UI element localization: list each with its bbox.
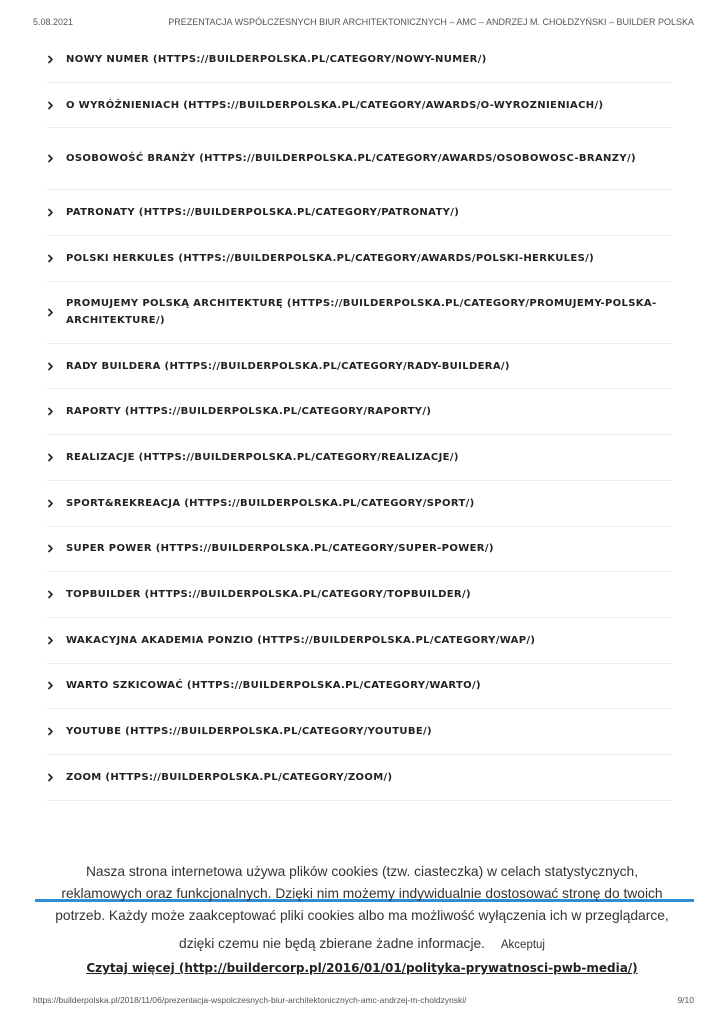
category-link[interactable]: SPORT&REKREACJA (HTTPS://BUILDERPOLSKA.PL/CATEGORY/SPORT/) — [66, 497, 475, 509]
chevron-right-icon — [47, 208, 66, 217]
category-link[interactable]: NOWY NUMER (HTTPS://BUILDERPOLSKA.PL/CATEGORY/NOWY-NUMER/) — [66, 53, 487, 65]
list-item — [47, 755, 672, 801]
chevron-right-icon — [47, 544, 66, 553]
cookie-text-line: Nasza strona internetowa używa plików cookies (tzw. ciasteczka) w celach statystycznych, — [85, 864, 639, 879]
cookie-text-line: dzięki czemu nie będą zbierane żadne informacje. — [179, 936, 486, 951]
chevron-right-icon — [47, 727, 66, 736]
category-list — [47, 37, 672, 801]
category-link[interactable]: RAPORTY (HTTPS://BUILDERPOLSKA.PL/CATEGORY/RAPORTY/) — [66, 406, 432, 418]
category-link[interactable]: REALIZACJE (HTTPS://BUILDERPOLSKA.PL/CATEGORY/REALIZACJE/) — [66, 451, 459, 463]
list-item — [47, 389, 672, 435]
category-link[interactable]: SUPER POWER (HTTPS://BUILDERPOLSKA.PL/CATEGORY/SUPER-POWER/) — [66, 543, 494, 555]
category-link[interactable]: O WYRÓŻNIENIACH (HTTPS://BUILDERPOLSKA.PL/CATEGORY/AWARDS/O-WYROZNIENIACH/) — [66, 99, 604, 111]
chevron-right-icon — [47, 773, 66, 782]
category-link[interactable]: ZOOM (HTTPS://BUILDERPOLSKA.PL/CATEGORY/ZOOM/) — [66, 771, 393, 783]
list-item — [47, 435, 672, 481]
list-item — [47, 709, 672, 755]
chevron-right-icon — [47, 101, 66, 110]
list-item — [47, 282, 672, 344]
category-link[interactable]: PROMUJEMY POLSKĄ ARCHITEKTURĘ (HTTPS://BUILDERPOLSKA.PL/CATEGORY/PROMUJEMY-POLSKA-ARCHITEKTURE/) — [66, 298, 657, 327]
category-link[interactable]: PATRONATY (HTTPS://BUILDERPOLSKA.PL/CATEGORY/PATRONATY/) — [66, 207, 460, 219]
chevron-right-icon — [47, 636, 66, 645]
list-item — [47, 190, 672, 236]
chevron-right-icon — [47, 254, 66, 263]
category-link[interactable]: YOUTUBE (HTTPS://BUILDERPOLSKA.PL/CATEGORY/YOUTUBE/) — [66, 726, 432, 738]
chevron-right-icon — [47, 453, 66, 462]
chevron-right-icon — [47, 154, 66, 163]
list-item — [47, 236, 672, 282]
list-item — [47, 527, 672, 573]
print-header — [33, 17, 694, 27]
chevron-right-icon — [47, 55, 66, 64]
cookie-text-line-with-accept — [40, 933, 684, 956]
chevron-right-icon — [47, 499, 66, 508]
list-item — [47, 83, 672, 129]
list-item — [47, 344, 672, 390]
list-item — [47, 128, 672, 190]
chevron-right-icon — [47, 681, 66, 690]
print-url: https://builderpolska.pl/2018/11/06/prezentacja-wspolczesnych-biur-architektonicznych-amc-andrzej-m-choldzynski/ — [33, 995, 467, 1005]
cookie-text-line: potrzeb. Każdy może zaakceptować pliki cookies albo ma możliwość wyłączenia ich w przeglądarce, — [55, 908, 669, 923]
category-link[interactable]: TOPBUILDER (HTTPS://BUILDERPOLSKA.PL/CATEGORY/TOPBUILDER/) — [66, 589, 471, 601]
category-link[interactable]: RADY BUILDERA (HTTPS://BUILDERPOLSKA.PL/CATEGORY/RADY-BUILDERA/) — [66, 360, 510, 372]
list-item — [47, 618, 672, 664]
category-link[interactable]: OSOBOWOŚĆ BRANŻY (HTTPS://BUILDERPOLSKA.PL/CATEGORY/AWARDS/OSOBOWOSC-BRANZY/) — [66, 153, 636, 165]
print-date: 5.08.2021 — [33, 17, 74, 27]
cookie-text-line: reklamowych oraz funkcjonalnych. Dzięki nim możemy indywidualnie dostosować stronę do twoich — [61, 886, 663, 901]
category-link[interactable]: WAKACYJNA AKADEMIA PONZIO (HTTPS://BUILDERPOLSKA.PL/CATEGORY/WAP/) — [66, 634, 536, 646]
cookie-notice — [40, 861, 684, 956]
page-number: 9/10 — [677, 995, 694, 1005]
list-item — [47, 572, 672, 618]
privacy-policy-link[interactable]: Czytaj więcej (http://buildercorp.pl/2016/01/01/polityka-prywatnosci-pwb-media/) — [86, 961, 638, 975]
chevron-right-icon — [47, 308, 66, 317]
category-link[interactable]: POLSKI HERKULES (HTTPS://BUILDERPOLSKA.PL/CATEGORY/AWARDS/POLSKI-HERKULES/) — [66, 252, 595, 264]
print-page-title: PREZENTACJA WSPÓŁCZESNYCH BIUR ARCHITEKTONICZNYCH – AMC – ANDRZEJ M. CHOŁDZYŃSKI – BUILDER POLSKA — [168, 17, 694, 27]
list-item — [47, 37, 672, 83]
chevron-right-icon — [47, 590, 66, 599]
print-footer — [33, 995, 694, 1005]
category-link[interactable]: WARTO SZKICOWAĆ (HTTPS://BUILDERPOLSKA.PL/CATEGORY/WARTO/) — [66, 680, 481, 692]
chevron-right-icon — [47, 407, 66, 416]
list-item — [47, 481, 672, 527]
chevron-right-icon — [47, 362, 66, 371]
list-item — [47, 664, 672, 710]
accept-cookies-button[interactable]: Akceptuj — [500, 939, 545, 951]
